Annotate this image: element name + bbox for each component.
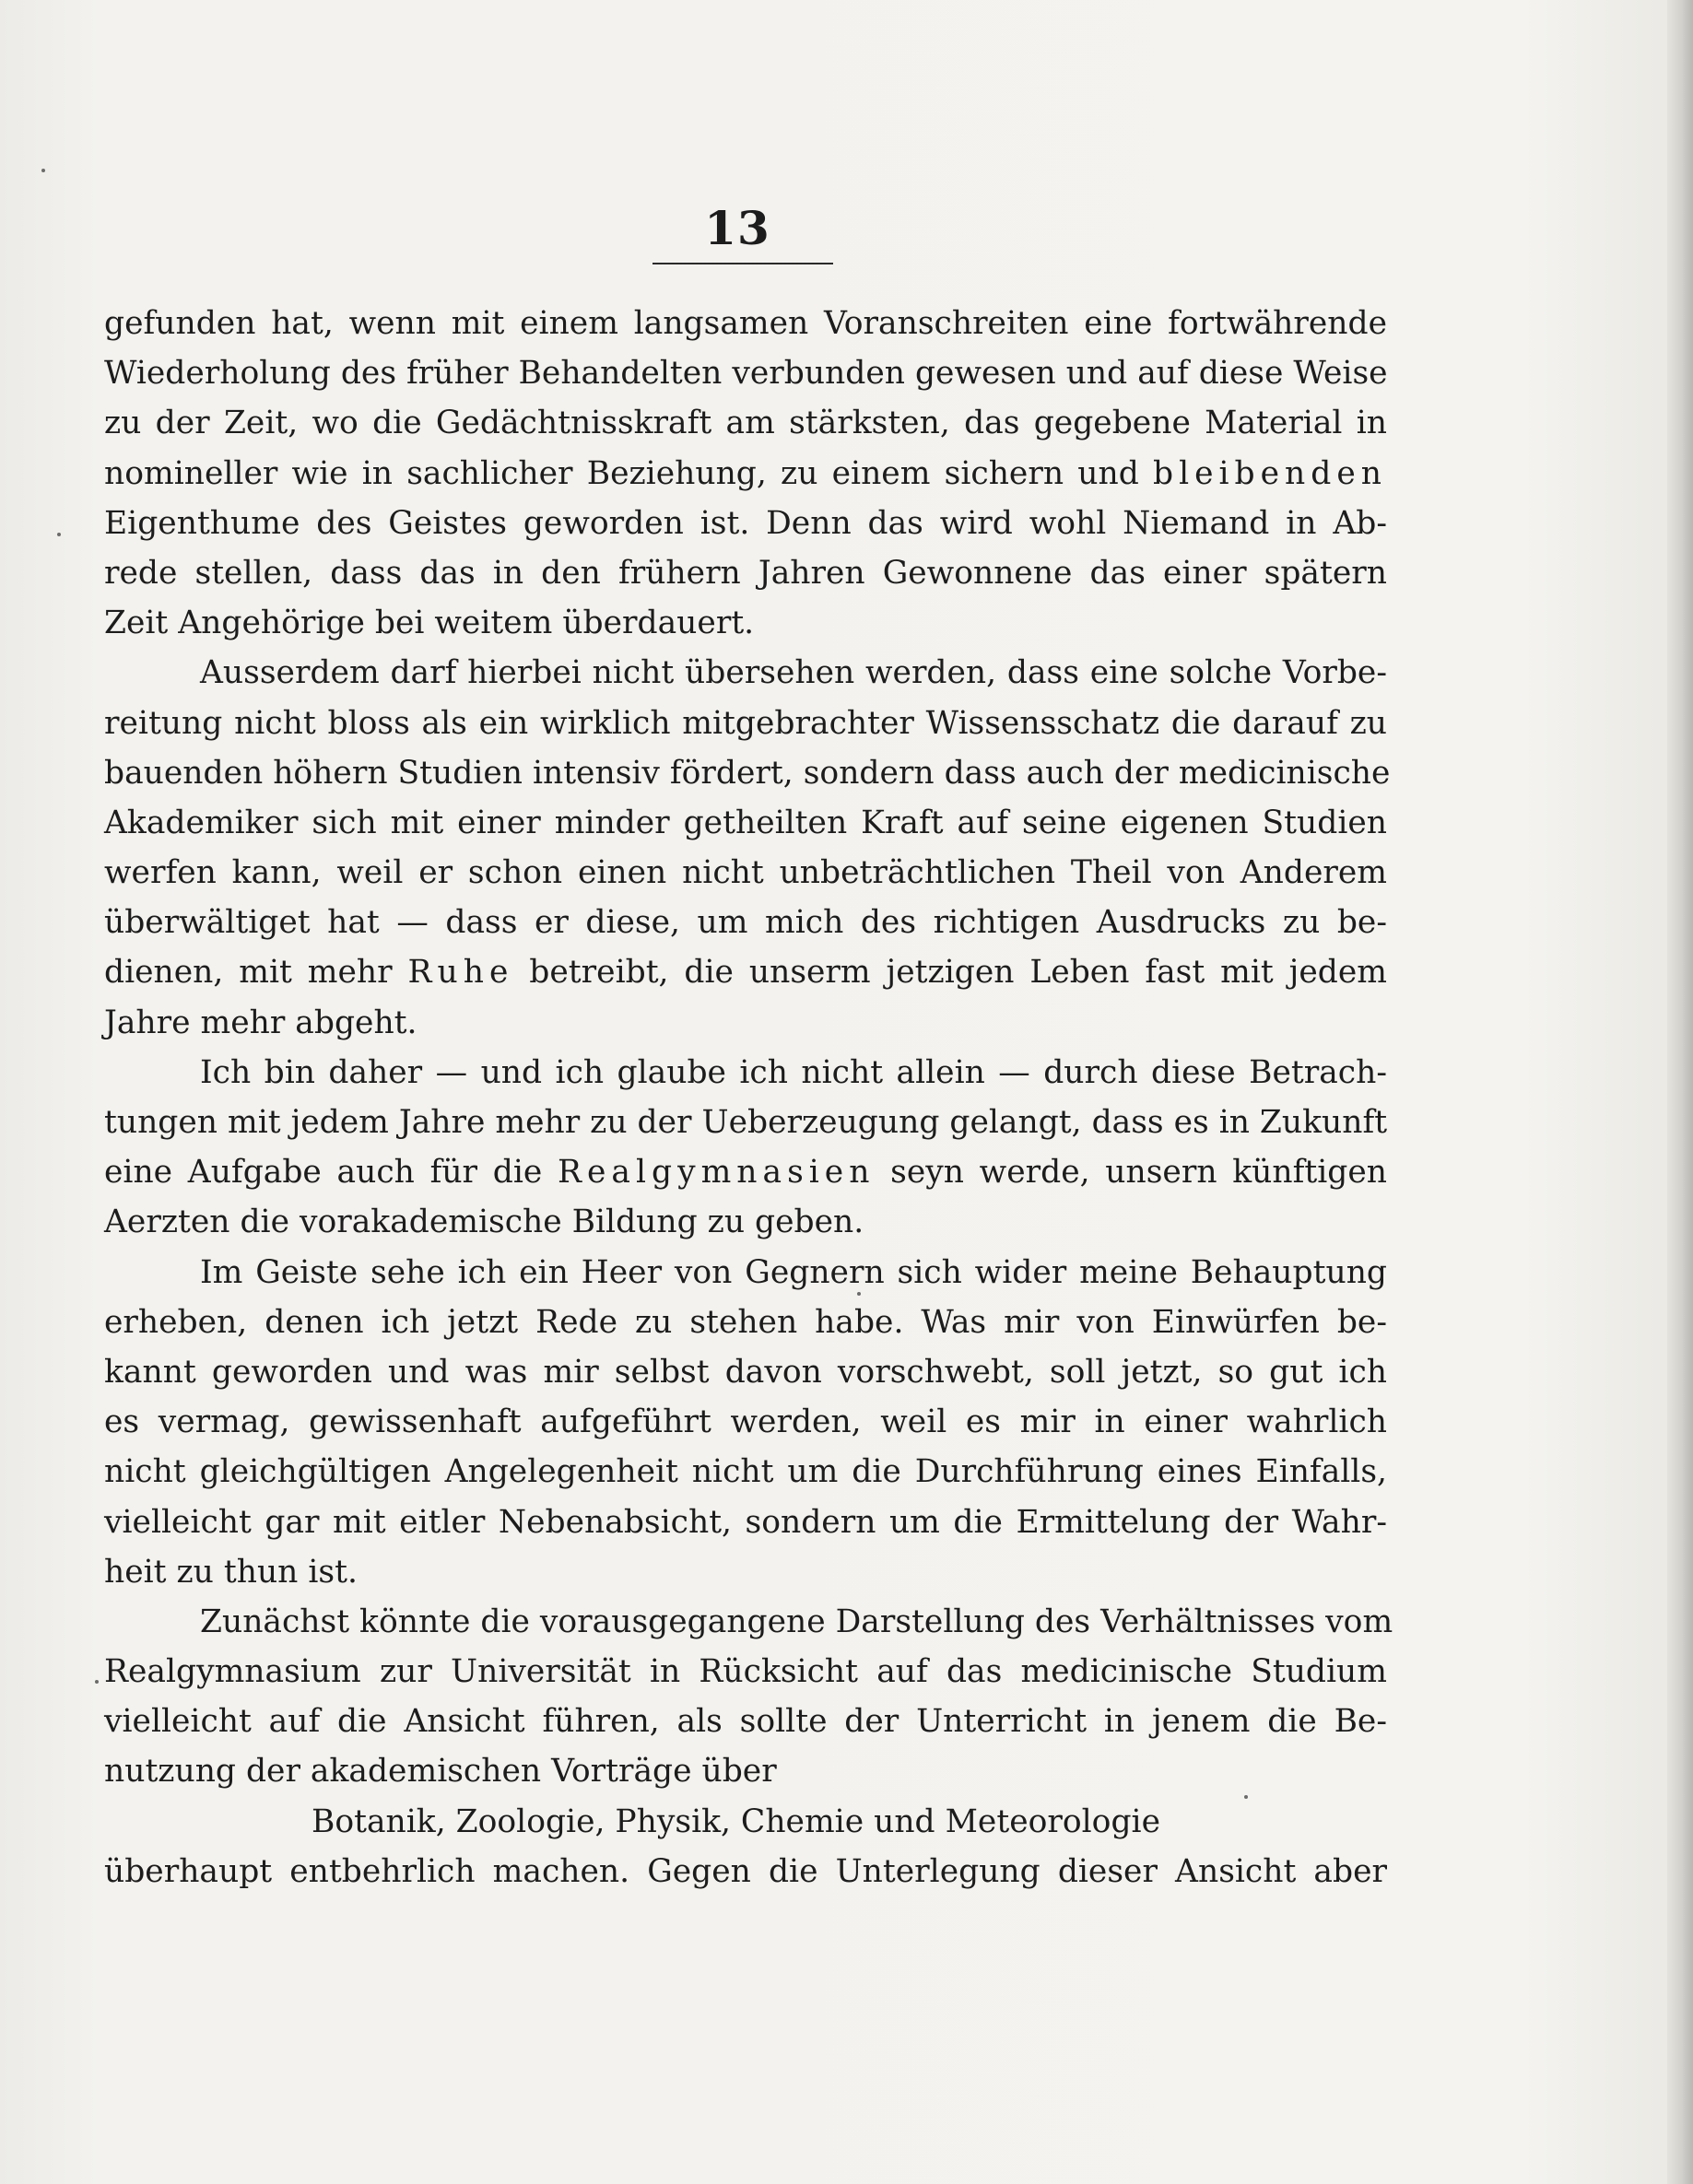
text-run: Realgymnasium zur Universität in Rücksicht auf das medicinische Studium bbox=[104, 1653, 1387, 1691]
text-line bbox=[104, 748, 1391, 798]
paper-speck bbox=[95, 1680, 99, 1684]
text-run: erheben, denen ich jetzt Rede zu stehen habe. Was mir von Einwürfen be- bbox=[104, 1303, 1387, 1341]
text-line bbox=[104, 1397, 1387, 1447]
text-run: betreibt, die unserm jetzigen Leben fast mit jedem bbox=[513, 954, 1387, 992]
text-run: tungen mit jedem Jahre mehr zu der Ueberzeugung gelangt, dass es in Zukunft bbox=[104, 1104, 1388, 1141]
text-line bbox=[104, 699, 1387, 748]
text-line bbox=[104, 648, 1387, 698]
text-line bbox=[104, 348, 1387, 398]
text-line bbox=[104, 299, 1387, 348]
text-run: nicht gleichgültigen Angelegenheit nicht um die Durchführung eines Einfalls, bbox=[104, 1453, 1387, 1491]
text-line bbox=[104, 998, 1387, 1048]
text-line bbox=[104, 1847, 1387, 1896]
text-line bbox=[104, 947, 1387, 997]
text-run: es vermag, gewissenhaft aufgeführt werden, weil es mir in einer wahrlich bbox=[104, 1403, 1387, 1441]
paper-speck bbox=[857, 1292, 861, 1296]
text-line bbox=[104, 1098, 1387, 1147]
spaced-emphasis: bleibenden bbox=[1152, 454, 1387, 492]
text-run: rede stellen, dass das in den frühern Jahren Gewonnene das einer spätern bbox=[104, 554, 1387, 592]
text-run: kannt geworden und was mir selbst davon vorschwebt, soll jetzt, so gut ich bbox=[104, 1353, 1387, 1391]
text-line bbox=[104, 1746, 1387, 1796]
text-line bbox=[104, 1497, 1387, 1547]
spaced-emphasis: Ruhe bbox=[407, 954, 514, 992]
text-run: Zunächst könnte die vorausgegangene Darstellung des Verhältnisses vom bbox=[200, 1603, 1393, 1640]
text-run: dienen, mit mehr bbox=[104, 954, 408, 992]
text-run: Ausserdem darf hierbei nicht übersehen werden, dass eine solche Vorbe- bbox=[200, 654, 1387, 692]
text-line bbox=[104, 598, 1387, 648]
text-line bbox=[104, 848, 1387, 898]
text-line bbox=[104, 398, 1387, 448]
body-text bbox=[104, 299, 1393, 1896]
text-run: vielleicht gar mit eitler Nebenabsicht, sondern um die Ermittelung der Wahr- bbox=[104, 1503, 1387, 1541]
text-run: gefunden hat, wenn mit einem langsamen Voranschreiten eine fortwährende bbox=[104, 305, 1387, 342]
text-run: reitung nicht bloss als ein wirklich mitgebrachter Wissensschatz die darauf zu bbox=[104, 704, 1387, 742]
text-run: heit zu thun ist. bbox=[104, 1553, 358, 1591]
text-run: Eigenthume des Geistes geworden ist. Denn das wird wohl Niemand in Ab- bbox=[104, 504, 1387, 542]
text-line bbox=[104, 1547, 1387, 1597]
text-line bbox=[104, 1647, 1387, 1697]
text-run: bauenden höhern Studien intensiv fördert, sondern dass auch der medicinische bbox=[104, 754, 1391, 792]
text-run: überwältiget hat — dass er diese, um mich des richtigen Ausdrucks zu be- bbox=[104, 904, 1387, 942]
text-run: seyn werde, unsern künftigen bbox=[875, 1154, 1387, 1192]
spaced-emphasis: Realgymnasien bbox=[558, 1154, 876, 1192]
text-run: Ich bin daher — und ich glaube ich nicht allein — durch diese Betrach- bbox=[200, 1053, 1387, 1091]
text-run: eine Aufgabe auch für die bbox=[104, 1154, 558, 1192]
text-run: Zeit Angehörige bei weitem überdauert. bbox=[104, 605, 755, 642]
header-rule bbox=[653, 263, 833, 264]
text-line bbox=[104, 798, 1387, 848]
text-line bbox=[104, 1797, 1387, 1847]
text-line bbox=[104, 1297, 1387, 1347]
text-line bbox=[104, 1697, 1387, 1746]
text-line bbox=[104, 1197, 1387, 1247]
text-line bbox=[104, 898, 1387, 947]
text-run: nomineller wie in sachlicher Beziehung, zu einem sichern und bbox=[104, 454, 1153, 492]
page-edge-shadow bbox=[1667, 0, 1693, 2184]
text-line bbox=[104, 1147, 1387, 1197]
text-line bbox=[104, 1048, 1387, 1098]
paper-speck bbox=[57, 533, 61, 536]
text-run: überhaupt entbehrlich machen. Gegen die Unterlegung dieser Ansicht aber bbox=[104, 1852, 1387, 1890]
text-line bbox=[104, 1248, 1387, 1297]
text-line bbox=[104, 1597, 1393, 1647]
paper-speck bbox=[41, 169, 45, 172]
text-run: Akademiker sich mit einer minder getheilten Kraft auf seine eigenen Studien bbox=[104, 804, 1387, 841]
text-run: vielleicht auf die Ansicht führen, als sollte der Unterricht in jenem die Be- bbox=[104, 1703, 1387, 1741]
text-line bbox=[104, 1347, 1387, 1397]
text-run: Wiederholung des früher Behandelten verbunden gewesen und auf diese Weise bbox=[104, 355, 1388, 393]
text-run: Jahre mehr abgeht. bbox=[104, 1004, 417, 1041]
text-run: Botanik, Zoologie, Physik, Chemie und Meteorologie bbox=[312, 1802, 1160, 1840]
text-run: Aerzten die vorakademische Bildung zu geben. bbox=[104, 1204, 864, 1241]
text-line bbox=[104, 1447, 1387, 1497]
text-run: werfen kann, weil er schon einen nicht unbeträchtlichen Theil von Anderem bbox=[104, 854, 1387, 892]
text-run: nutzung der akademischen Vorträge über bbox=[104, 1753, 777, 1791]
text-run: Im Geiste sehe ich ein Heer von Gegnern sich wider meine Behauptung bbox=[200, 1253, 1387, 1291]
paper-speck bbox=[1244, 1795, 1248, 1799]
text-line bbox=[104, 548, 1387, 598]
text-run: zu der Zeit, wo die Gedächtnisskraft am stärksten, das gegebene Material in bbox=[104, 405, 1387, 442]
page-number: 13 bbox=[704, 201, 770, 255]
text-line bbox=[104, 449, 1387, 499]
text-line bbox=[104, 499, 1387, 548]
